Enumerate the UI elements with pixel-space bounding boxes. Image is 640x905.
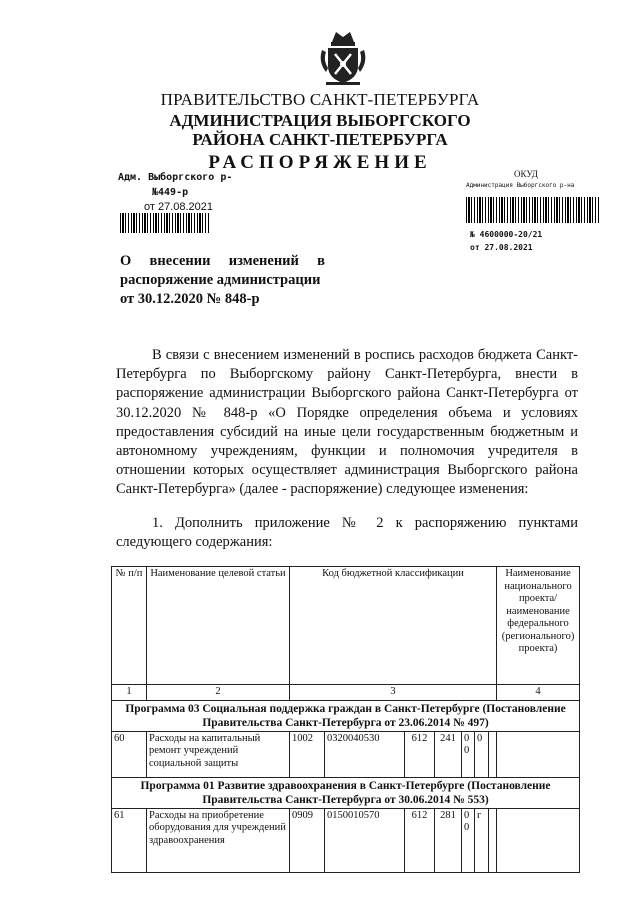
stamp-right-number: № 4600000-20/21 (470, 230, 543, 239)
row-code-extra: 0 0 (462, 808, 475, 872)
row-code-target: 0150010570 (325, 808, 405, 872)
stamp-left-line1: Адм. Выборгского р- (118, 172, 233, 183)
government-title: ПРАВИТЕЛЬСТВО САНКТ-ПЕТЕРБУРГА (160, 90, 480, 109)
administration-title: АДМИНИСТРАЦИЯ ВЫБОРГСКОГО РАЙОНА САНКТ-ПЕТЕРБУРГА (169, 111, 471, 149)
program-row (112, 777, 580, 808)
okud-label: ОКУД (514, 169, 538, 179)
row-code-extra: 0 (475, 731, 489, 777)
table-row (112, 731, 580, 777)
table-column-numbers-row (112, 685, 580, 701)
stamp-right-admin: Администрация Выборгского р-на (466, 182, 575, 189)
stamp-left-line2: №449-р (152, 187, 189, 198)
col-number: 3 (290, 685, 497, 701)
table-row (112, 808, 580, 872)
row-code-target: 0320040530 (325, 731, 405, 777)
row-project (497, 808, 580, 872)
document-type: РАСПОРЯЖЕНИЕ (208, 152, 432, 173)
program-row (112, 700, 580, 731)
header-num: № п/п (112, 567, 147, 685)
row-code-extra (489, 808, 497, 872)
item-1: 1. Дополнить приложение № 2 к распоряжению пунктами следующего содержания: (116, 515, 578, 550)
document-subject: О внесении изменений в распоряжение администрации от 30.12.2020 № 848-р (120, 253, 325, 307)
row-code-section: 0909 (290, 808, 325, 872)
barcode-right (466, 197, 600, 223)
col-number: 1 (112, 685, 147, 701)
stamp-right-details (470, 228, 542, 254)
col-number: 2 (147, 685, 290, 701)
row-code-extra (489, 731, 497, 777)
row-code-type: 612 (405, 808, 435, 872)
col-number: 4 (497, 685, 580, 701)
row-project (497, 731, 580, 777)
row-code-type: 612 (405, 731, 435, 777)
program-title: Программа 01 Развитие здравоохранения в Санкт-Петербурге (Постановление Правительства Санкт-Петербурга от 30.06.2014 № 553) (112, 777, 580, 808)
barcode-left (120, 213, 210, 233)
row-code-section: 1002 (290, 731, 325, 777)
registration-stamp-right (466, 168, 616, 192)
budget-table (111, 566, 580, 873)
row-code-kosgu: 281 (435, 808, 462, 872)
row-num: 61 (112, 808, 147, 872)
registration-stamp-left (118, 170, 248, 215)
row-num: 60 (112, 731, 147, 777)
stamp-right-date: от 27.08.2021 (470, 243, 533, 252)
program-title: Программа 03 Социальная поддержка граждан в Санкт-Петербурге (Постановление Правительства Санкт-Петербурга от 23.06.2014 № 497) (112, 700, 580, 731)
header-name: Наименование целевой статьи (147, 567, 290, 685)
row-name: Расходы на приобретение оборудования для учреждений здравоохранения (147, 808, 290, 872)
header-project: Наименование национального проекта/наименование федерального (регионального) проекта) (497, 567, 580, 685)
row-code-kosgu: 241 (435, 731, 462, 777)
table-header-row (112, 567, 580, 685)
row-name: Расходы на капитальный ремонт учреждений социальной защиты (147, 731, 290, 777)
stamp-left-line3: от 27.08.2021 (144, 201, 214, 213)
body-paragraph: В связи с внесением изменений в роспись расходов бюджета Санкт-Петербурга по Выборгскому району Санкт-Петербурга, внести в распоряжение администрации Выборгского района Санкт-Петербурга от 30.12.2020 № 848-р «О Порядке определения объема и условиях предоставления субсидий на иные цели государственным бюджетным и автономному учреждениям, функции и полномочия учредителя в отношении которых осуществляет администрация Выборгского района Санкт-Петербурга» (далее - распоряжение) следующее изменения: (116, 347, 578, 498)
coat-of-arms-icon (318, 28, 368, 86)
row-code-extra: г (475, 808, 489, 872)
row-code-extra: 0 0 (462, 731, 475, 777)
header-code: Код бюджетной классификации (290, 567, 497, 685)
